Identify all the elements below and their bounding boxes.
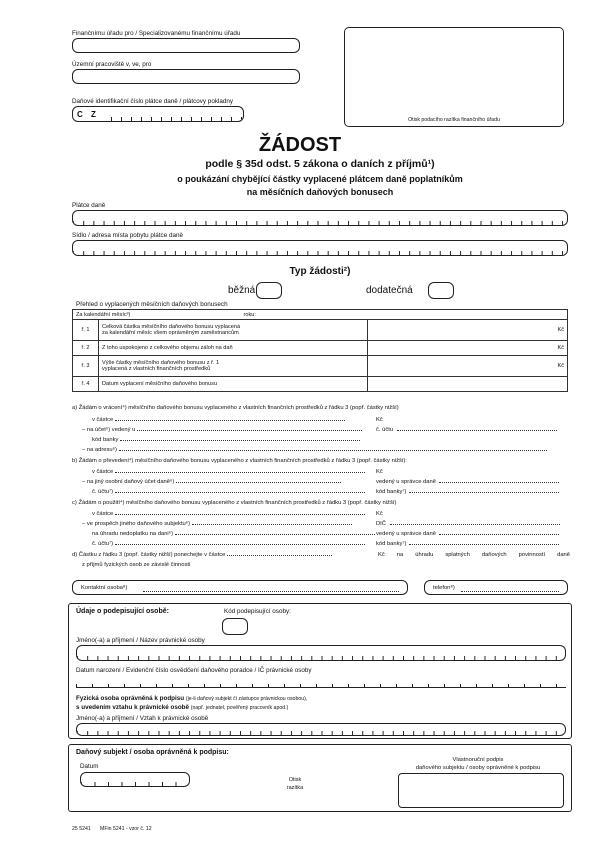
- a-amount-label: v částce: [92, 417, 114, 423]
- b-other-label: na jiný osobní daňový účet daně⁶): [86, 479, 175, 485]
- natural-note-2: (např. jednatel, pověřený pracovník apod.): [190, 705, 289, 711]
- date-label: Datum: [80, 763, 99, 770]
- a-amount-line[interactable]: [115, 420, 345, 421]
- footer-form: MFin 5241 - vzor č. 12: [100, 826, 152, 832]
- c-subject-line[interactable]: [192, 524, 352, 525]
- request-type-heading: Typ žádosti²): [289, 266, 351, 277]
- signature-heading: Daňový subjekt / osoba oprávněná k podpisu:: [76, 749, 229, 756]
- overview-table: [72, 309, 568, 392]
- phone-label: telefon⁸): [433, 585, 455, 591]
- workplace-label: Územní pracoviště v, ve, pro: [72, 61, 152, 68]
- table-row: ř. 1 Celková částka měsíčního daňového bonusu vyplacená za kalendářní měsíc všem oprávněným zaměstnancům Kč: [73, 320, 568, 341]
- section-b-heading: b) Žádám o převedení⁴) měsíčního daňového bonusu vyplaceného z vlastních finančních prostředků z řádku 3 (popř. částky nižší):: [72, 458, 408, 464]
- contact-field[interactable]: [72, 580, 408, 595]
- stamp-box: [344, 27, 564, 127]
- relation-label: Jméno(-a) a příjmení / Vztah k právnické osobě: [76, 715, 209, 722]
- c-dic-label: DIČ: [376, 521, 386, 527]
- d-kc-label: Kč na úhradu splatných daňových povinností daně: [378, 552, 570, 558]
- section-a-heading: a) Žádám o vrácení⁴) měsíčního daňového bonusu vyplaceného z vlastních finančních prostředků z řádku 3 (popř. částky nižší): [72, 405, 399, 411]
- c-arrears-label: na úhradu nedoplatku na dani⁶): [92, 531, 174, 537]
- c-subject-label: ve prospěch jiného daňového subjektu⁶): [86, 521, 191, 527]
- table-row: ř. 2 Z toho uspokojeno z celkového objemu záloh na daň Kč: [73, 341, 568, 356]
- natural-heading: Fyzická osoba oprávněná k podpisu: [76, 695, 185, 702]
- a-acc-label: č. účtu: [376, 427, 394, 433]
- payer-name-field[interactable]: [72, 210, 568, 226]
- signer-name-field[interactable]: [76, 645, 566, 661]
- d-amount-line[interactable]: [227, 555, 332, 556]
- title-line2: o poukázání chybějící částky vyplacené plátcem daně poplatníkům: [177, 174, 463, 184]
- sig-label-1: Vlastnoruční podpis: [452, 757, 504, 763]
- footer-code: 25 5241: [72, 826, 91, 832]
- dic-label: Daňové identifikační číslo plátce daně / plátcovy pokladny: [72, 98, 234, 105]
- c-acc-line[interactable]: [115, 544, 365, 545]
- request-additional-label: dodatečná: [366, 285, 413, 296]
- month-label: Za kalendářní měsíc³): [76, 311, 131, 318]
- section-d-heading: d) Částku z řádku 3 (popř. částky nižší) ponechejte v částce: [72, 552, 226, 558]
- dic-field[interactable]: [72, 106, 244, 122]
- c-bank-label: kód banky⁷): [376, 541, 407, 547]
- c-kc-label: Kč: [376, 511, 383, 517]
- b-bank-line[interactable]: [409, 492, 559, 493]
- a-account-line[interactable]: [137, 430, 362, 431]
- sig-label-2: daňového subjektu / osoby oprávněné k podpisu: [415, 765, 541, 771]
- section-c-heading: c) Žádám o použití⁴) měsíčního daňového bonusu vyplaceného z vlastních finančních prostředků z řádku 3 (popř. částky nižší): [72, 500, 397, 506]
- signature-field[interactable]: [398, 773, 564, 808]
- signer-heading: Údaje o podepisující osobě:: [76, 608, 169, 615]
- signer-name-label: Jméno(-a) a příjmení / Název právnické osoby: [76, 637, 205, 644]
- a-account-label: na účet⁵) vedený u: [86, 427, 136, 433]
- section-d-line2: z příjmů fyzických osob ze závislé činnosti: [82, 562, 191, 568]
- a-acc-line[interactable]: [397, 430, 557, 431]
- date-field[interactable]: [80, 772, 190, 787]
- birth-field[interactable]: [76, 684, 566, 688]
- phone-field[interactable]: [424, 580, 568, 595]
- c-bank-line[interactable]: [409, 544, 559, 545]
- a-bank-label: kód banky: [92, 437, 119, 443]
- stamp-label: Otisk podacího razítka finančního úřadu: [408, 117, 500, 123]
- b-bank-label: kód banky⁷): [376, 489, 407, 495]
- office-label: Finančnímu úřadu pro / Specializovanému finančnímu úřadu: [72, 30, 241, 37]
- natural-heading-2: s uvedením vztahu k právnické osobě: [76, 704, 190, 711]
- b-kc-label: Kč: [376, 469, 383, 475]
- stamp-label-1: Otisk: [288, 777, 302, 783]
- request-regular-label: běžná: [228, 285, 256, 296]
- b-amount-line[interactable]: [115, 472, 365, 473]
- request-regular-checkbox[interactable]: [256, 282, 282, 299]
- title-main: ŽÁDOST: [258, 134, 342, 156]
- payer-name-label: Plátce daně: [72, 202, 106, 209]
- overview-heading: Přehled o vyplacených měsíčních daňových bonusech: [76, 301, 228, 308]
- request-additional-checkbox[interactable]: [428, 282, 454, 299]
- office-field[interactable]: [72, 38, 300, 53]
- c-admin-line[interactable]: [439, 534, 559, 535]
- table-row: ř. 3 Výše částky měsíčního daňového bonusu z ř. 1 vyplacená z vlastních finančních prostředků Kč: [73, 356, 568, 377]
- c-amount-line[interactable]: [115, 514, 365, 515]
- b-acc-label: č. účtu⁷): [92, 489, 114, 495]
- relation-field[interactable]: [76, 723, 566, 736]
- code-label: Kód podepisující osoby:: [224, 608, 291, 615]
- a-kc-label: Kč: [376, 417, 383, 423]
- year-label: roku:: [243, 311, 256, 318]
- c-acc-label: č. účtu⁷): [92, 541, 114, 547]
- code-field[interactable]: [222, 618, 248, 635]
- birth-label: Datum narození / Evidenční číslo osvědčení daňového poradce / IČ právnické osoby: [76, 667, 312, 674]
- b-amount-label: v částce: [92, 469, 114, 475]
- c-arrears-line[interactable]: [175, 534, 375, 535]
- c-dic-line[interactable]: [390, 524, 560, 525]
- stamp-label-2: razítka: [286, 785, 304, 791]
- table-row: ř. 4 Datum vyplacení měsíčního daňového bonusu: [73, 377, 568, 392]
- contact-label: Kontaktní osoba⁸): [81, 585, 128, 591]
- natural-note: (je-li daňový subjekt či zástupce právnickou osobou),: [185, 696, 308, 702]
- c-admin-label: vedený u správce daně: [376, 531, 436, 537]
- b-admin-label: vedený u správce daně: [376, 479, 436, 485]
- b-acc-line[interactable]: [115, 492, 365, 493]
- title-line1: podle § 35d odst. 5 zákona o daních z příjmů¹): [205, 158, 435, 170]
- b-admin-line[interactable]: [439, 482, 559, 483]
- workplace-field[interactable]: [72, 69, 300, 84]
- payer-address-label: Sídlo / adresa místa pobytu plátce daně: [72, 232, 183, 239]
- payer-address-field[interactable]: [72, 240, 568, 256]
- a-address-line[interactable]: [119, 450, 547, 451]
- a-address-label: na adresu⁶): [86, 447, 117, 453]
- dic-prefix: C Z: [77, 110, 99, 119]
- b-other-line[interactable]: [176, 482, 341, 483]
- title-line3: na měsíčních daňových bonusech: [246, 187, 394, 197]
- c-amount-label: v částce: [92, 511, 114, 517]
- a-bank-line[interactable]: [120, 440, 360, 441]
